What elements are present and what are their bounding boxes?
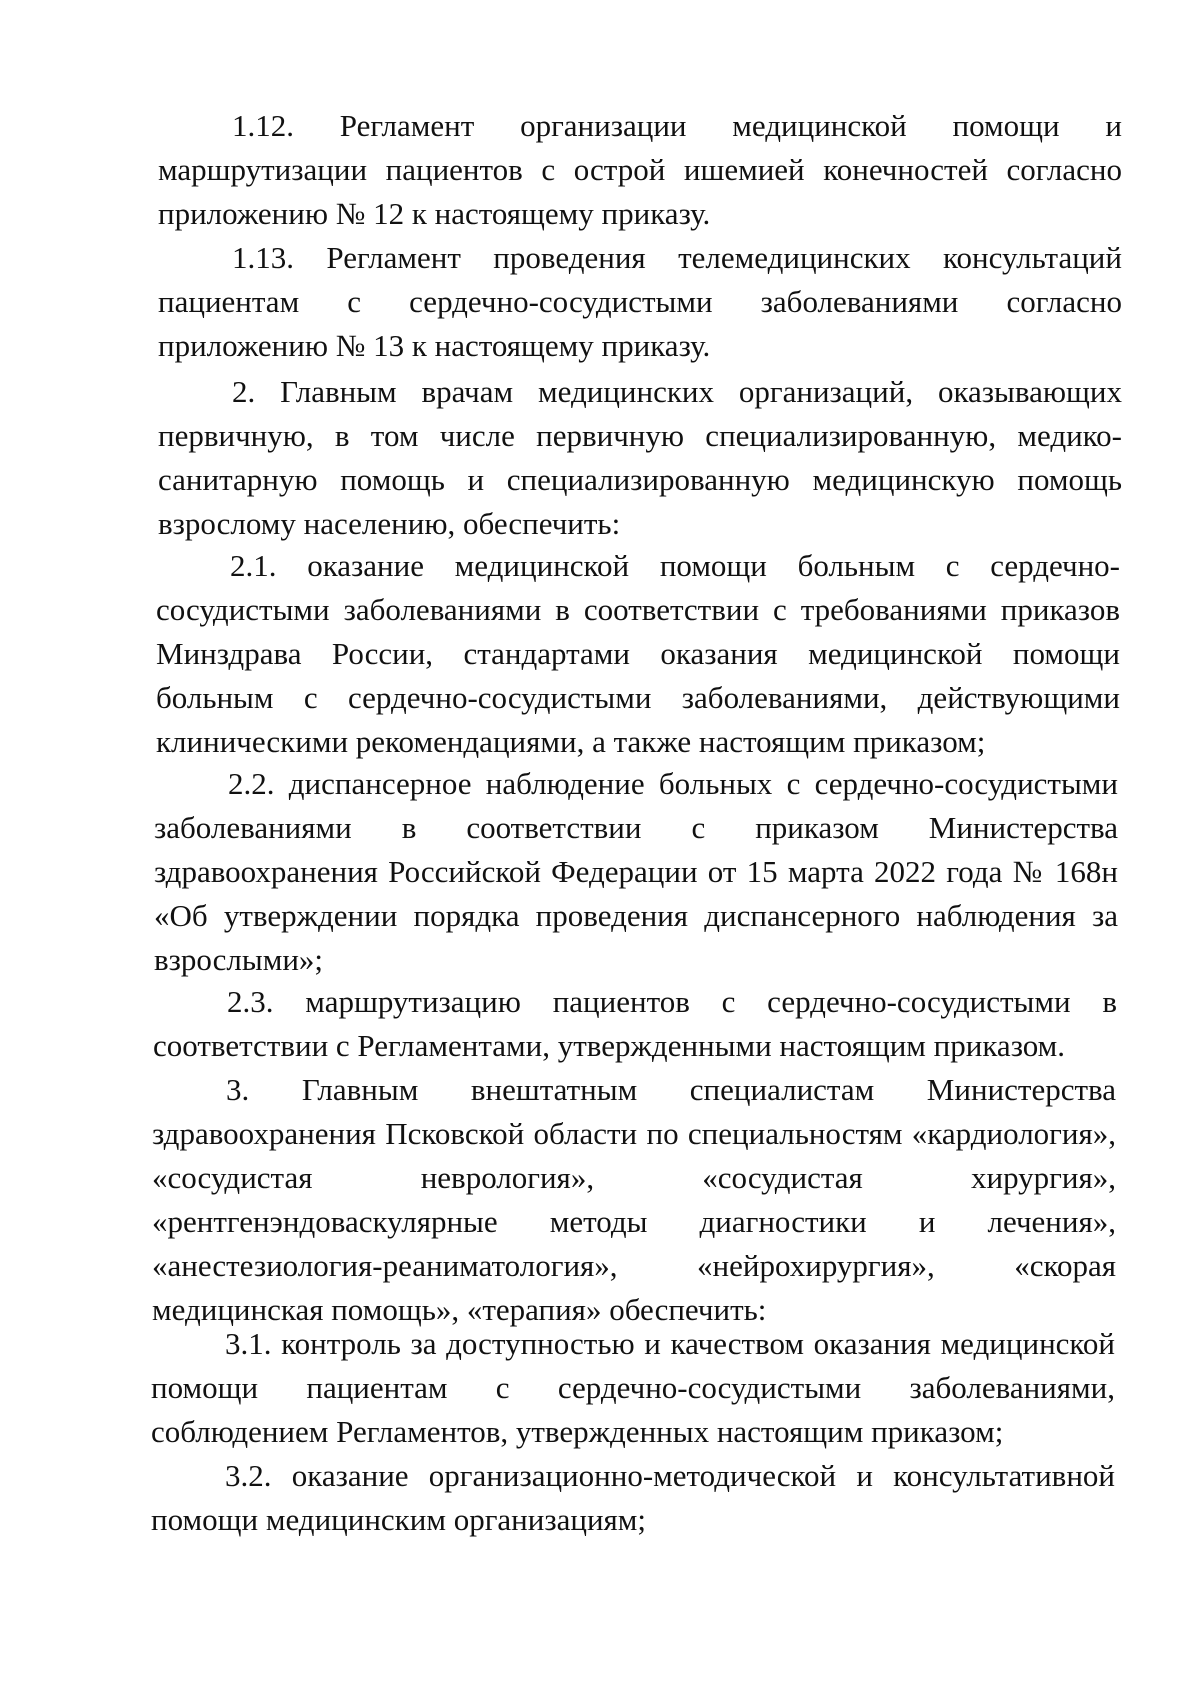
paragraph-3-2: 3.2. оказание организационно-методической и консультативной помощи медицинским организациям;: [151, 1458, 1115, 1537]
paragraph-3: 3. Главным внештатным специалистам Министерства здравоохранения Псковской области по специальностям «кардиология», «сосудистая неврология», «сосудистая хирургия», «рентгенэндоваскулярные методы диагностики и лечения», «анестезиология-реаниматология», «нейрохирургия», «скорая медицинская помощь», «терапия» обеспечить:: [152, 1072, 1116, 1327]
paragraph-1-12: 1.12. Регламент организации медицинской помощи и маршрутизации пациентов с острой ишемией конечностей согласно приложению № 12 к настоящему приказу.: [158, 108, 1122, 231]
paragraph-2-2: 2.2. диспансерное наблюдение больных с сердечно-сосудистыми заболеваниями в соответствии с приказом Министерства здравоохранения Российской Федерации от 15 марта 2022 года № 168н «Об утверждении порядка проведения диспансерного наблюдения за взрослыми»;: [154, 766, 1118, 977]
paragraph-2: 2. Главным врачам медицинских организаций, оказывающих первичную, в том числе первичную специализированную, медико-санитарную помощь и специализированную медицинскую помощь взрослому населению, обеспечить:: [158, 374, 1122, 541]
paragraph-1-13: 1.13. Регламент проведения телемедицинских консультаций пациентам с сердечно-сосудистыми заболеваниями согласно приложению № 13 к настоящему приказу.: [158, 240, 1122, 363]
paragraph-2-1: 2.1. оказание медицинской помощи больным с сердечно-сосудистыми заболеваниями в соответствии с требованиями приказов Минздрава России, стандартами оказания медицинской помощи больным с сердечно-сосудистыми заболеваниями, действующими клиническими рекомендациями, а также настоящим приказом;: [156, 548, 1120, 759]
paragraph-2-3: 2.3. маршрутизацию пациентов с сердечно-сосудистыми в соответствии с Регламентами, утвержденными настоящим приказом.: [153, 984, 1117, 1063]
paragraph-3-1: 3.1. контроль за доступностью и качеством оказания медицинской помощи пациентам с сердечно-сосудистыми заболеваниями, соблюдением Регламентов, утвержденных настоящим приказом;: [151, 1326, 1115, 1449]
